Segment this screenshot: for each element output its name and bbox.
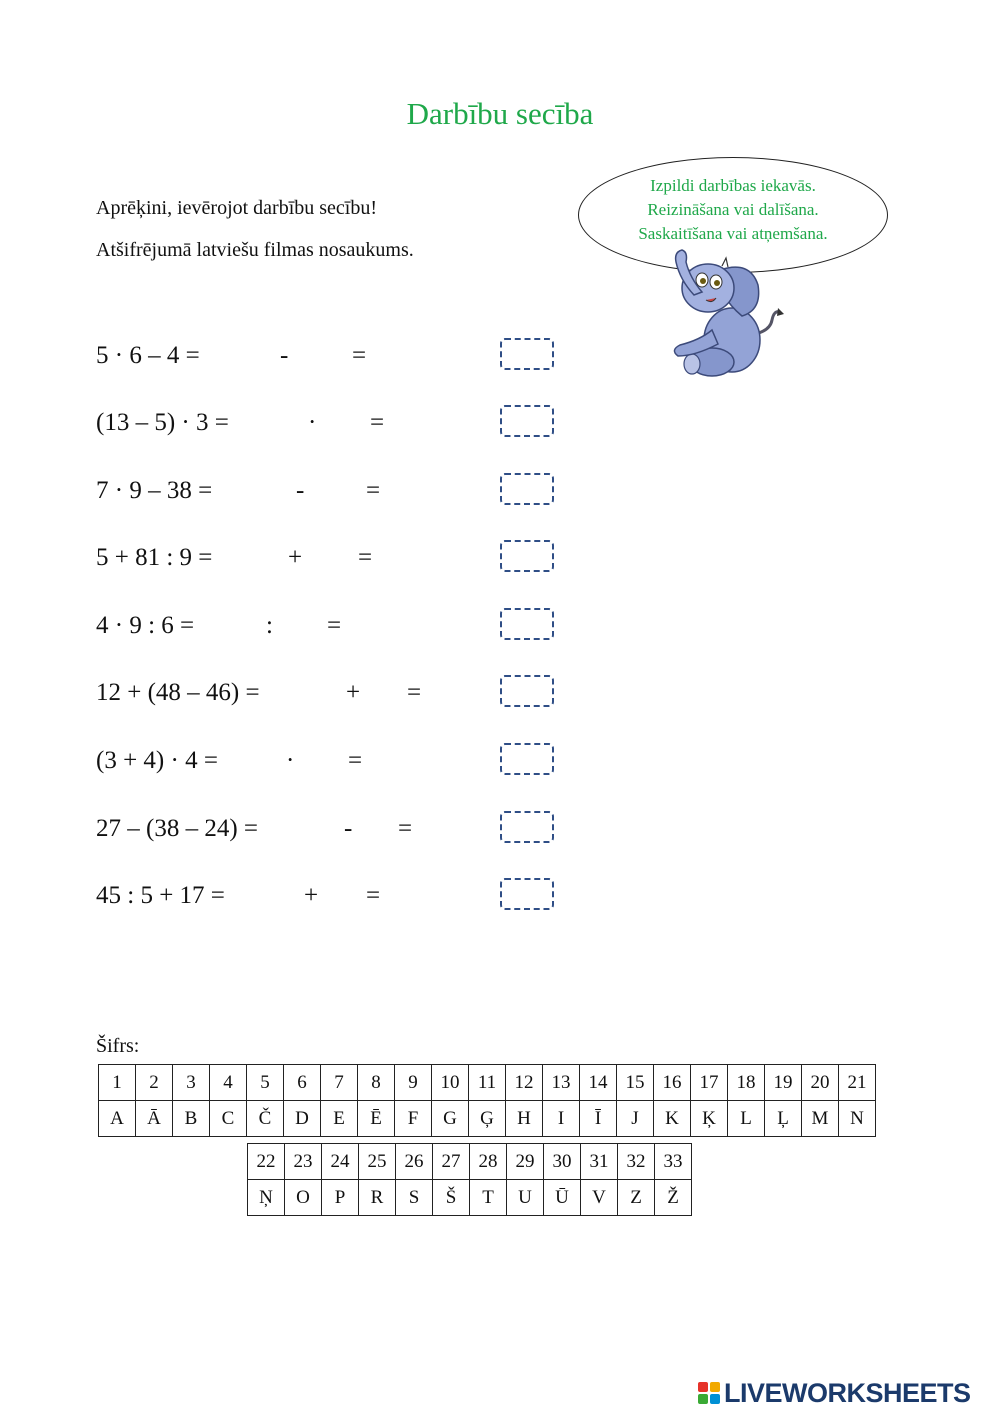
exercise-row [0,540,1000,580]
cipher-letter-cell: J [617,1101,654,1137]
cipher-number-cell: 1 [99,1065,136,1101]
cipher-row-numbers-2 [248,1144,692,1180]
exercise-operator: · [286,747,295,774]
cipher-number-cell: 15 [617,1065,654,1101]
cipher-letter-cell: Ņ [248,1180,285,1216]
cipher-number-cell: 26 [396,1144,433,1180]
exercise-equals: = [366,882,381,909]
exercise-operator: - [296,477,305,504]
cipher-letter-cell: Ž [655,1180,692,1216]
exercise-equals: = [398,815,413,842]
exercise-expression: 45 : 5 + 17 = [96,882,225,909]
cipher-letter-cell: Ī [580,1101,617,1137]
cipher-number-cell: 28 [470,1144,507,1180]
exercise-equals: = [348,747,363,774]
cipher-letter-cell: T [470,1180,507,1216]
cipher-number-cell: 32 [618,1144,655,1180]
answer-letter-box[interactable] [500,608,554,640]
cipher-letter-cell: C [210,1101,247,1137]
exercise-operator: + [288,544,303,571]
exercise-expression: 12 + (48 – 46) = [96,679,260,706]
cipher-number-cell: 8 [358,1065,395,1101]
cipher-letter-cell: H [506,1101,543,1137]
logo-text: LIVEWORKSHEETS [724,1377,971,1408]
cipher-number-cell: 22 [248,1144,285,1180]
liveworksheets-logo [698,1378,971,1408]
exercise-expression: 4 · 9 : 6 = [96,612,195,639]
answer-letter-box[interactable] [500,540,554,572]
cipher-letter-cell: G [432,1101,469,1137]
cipher-number-cell: 14 [580,1065,617,1101]
cipher-letter-cell: Š [433,1180,470,1216]
cipher-number-cell: 9 [395,1065,432,1101]
cipher-table-2 [247,1143,692,1216]
cipher-letter-cell: Ē [358,1101,395,1137]
exercise-row [0,743,1000,783]
instruction-line-2: Atšifrējumā latviešu filmas nosaukums. [96,239,414,261]
cipher-number-cell: 13 [543,1065,580,1101]
cipher-letter-cell: E [321,1101,358,1137]
cipher-table-1 [98,1064,876,1137]
exercise-operator: · [308,409,317,436]
cipher-letter-cell: Č [247,1101,284,1137]
answer-letter-box[interactable] [500,338,554,370]
exercise-operator: - [344,815,353,842]
cipher-number-cell: 10 [432,1065,469,1101]
cipher-letter-cell: O [285,1180,322,1216]
exercise-equals: = [370,409,385,436]
cipher-letter-cell: Ā [136,1101,173,1137]
cipher-number-cell: 17 [691,1065,728,1101]
cipher-letter-cell: I [543,1101,580,1137]
cipher-letter-cell: Ļ [765,1101,802,1137]
hint-line-2: Reizināšana vai dalīšana. [647,200,819,219]
cipher-letter-cell: F [395,1101,432,1137]
cipher-letter-cell: M [802,1101,839,1137]
cipher-number-cell: 3 [173,1065,210,1101]
cipher-letter-cell: Ģ [469,1101,506,1137]
cipher-letter-cell: Ū [544,1180,581,1216]
exercise-equals: = [366,477,381,504]
cipher-row-letters-1 [99,1101,876,1137]
cipher-number-cell: 11 [469,1065,506,1101]
cipher-letter-cell: R [359,1180,396,1216]
exercise-expression: 5 · 6 – 4 = [96,342,200,369]
cipher-number-cell: 23 [285,1144,322,1180]
cipher-number-cell: 25 [359,1144,396,1180]
cipher-letter-cell: K [654,1101,691,1137]
cipher-number-cell: 24 [322,1144,359,1180]
exercise-operator: + [346,679,361,706]
cipher-number-cell: 27 [433,1144,470,1180]
cipher-number-cell: 33 [655,1144,692,1180]
exercise-expression: (3 + 4) · 4 = [96,747,218,774]
hint-line-3: Saskaitīšana vai atņemšana. [638,224,828,243]
exercise-equals: = [352,342,367,369]
exercise-row [0,473,1000,513]
answer-letter-box[interactable] [500,675,554,707]
cipher-number-cell: 7 [321,1065,358,1101]
exercise-row [0,811,1000,851]
cipher-number-cell: 21 [839,1065,876,1101]
cipher-letter-cell: S [396,1180,433,1216]
cipher-number-cell: 31 [581,1144,618,1180]
logo-mark-icon [698,1382,720,1404]
cipher-number-cell: 29 [507,1144,544,1180]
cipher-letter-cell: D [284,1101,321,1137]
exercise-expression: 7 · 9 – 38 = [96,477,213,504]
cipher-number-cell: 20 [802,1065,839,1101]
exercise-equals: = [407,679,422,706]
hint-line-1: Izpildi darbības iekavās. [650,176,816,195]
exercise-expression: (13 – 5) · 3 = [96,409,229,436]
page-title: Darbību secība [406,96,594,131]
cipher-number-cell: 30 [544,1144,581,1180]
cipher-number-cell: 2 [136,1065,173,1101]
cipher-letter-cell: L [728,1101,765,1137]
cipher-letter-cell: P [322,1180,359,1216]
answer-letter-box[interactable] [500,405,554,437]
exercise-row [0,878,1000,918]
exercise-operator: - [280,342,289,369]
exercise-expression: 5 + 81 : 9 = [96,544,213,571]
exercise-equals: = [358,544,373,571]
cipher-letter-cell: N [839,1101,876,1137]
exercise-operator: + [304,882,319,909]
cipher-number-cell: 19 [765,1065,802,1101]
cipher-number-cell: 12 [506,1065,543,1101]
answer-letter-box[interactable] [500,743,554,775]
exercise-row [0,675,1000,715]
cipher-letter-cell: Z [618,1180,655,1216]
cipher-row-numbers-1 [99,1065,876,1101]
answer-letter-box[interactable] [500,811,554,843]
cipher-row-letters-2 [248,1180,692,1216]
cipher-letter-cell: A [99,1101,136,1137]
answer-letter-box[interactable] [500,473,554,505]
cipher-number-cell: 5 [247,1065,284,1101]
cipher-letter-cell: U [507,1180,544,1216]
answer-letter-box[interactable] [500,878,554,910]
cipher-letter-cell: Ķ [691,1101,728,1137]
exercise-equals: = [327,612,342,639]
exercise-expression: 27 – (38 – 24) = [96,815,258,842]
cipher-number-cell: 16 [654,1065,691,1101]
cipher-number-cell: 6 [284,1065,321,1101]
cipher-letter-cell: V [581,1180,618,1216]
exercise-operator: : [266,612,273,639]
exercise-row [0,608,1000,648]
cipher-letter-cell: B [173,1101,210,1137]
exercise-row [0,405,1000,445]
instruction-line-1: Aprēķini, ievērojot darbību secību! [96,197,378,219]
cipher-number-cell: 18 [728,1065,765,1101]
cipher-label: Šifrs: [96,1035,140,1057]
exercise-row [0,338,1000,378]
cipher-number-cell: 4 [210,1065,247,1101]
